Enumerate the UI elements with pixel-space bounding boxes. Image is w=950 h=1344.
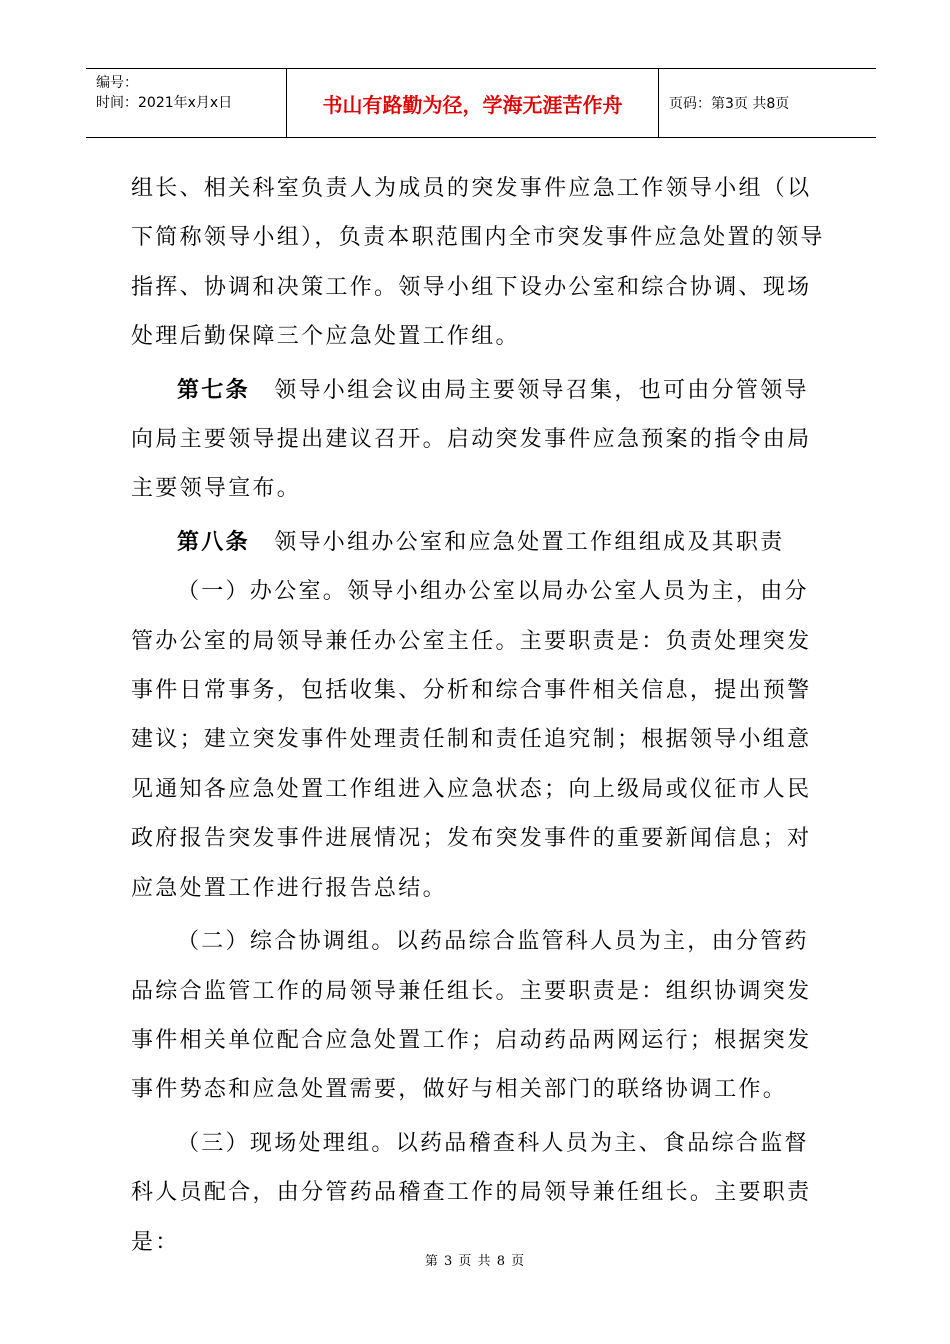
paragraph-article-8 [131,518,831,567]
article-8-text: 领导小组办公室和应急处置工作组组成及其职责 [249,529,785,555]
article-7-text: 领导小组会议由局主要领导召集，也可由分管领导向局主要领导提出建议召开。启动突发事件应急预案的指令由局主要领导宣布。 [131,377,812,502]
document-body [131,164,831,1267]
article-8-heading: 第八条 [177,529,250,555]
paragraph-1: 组长、相关科室负责人为成员的突发事件应急工作领导小组（以下简称领导小组），负责本职范围内全市突发事件应急处置的领导指挥、协调和决策工作。领导小组下设办公室和综合协调、现场处理后勤保障三个应急处置工作组。 [131,176,825,350]
paragraph-coordination-group: （二）综合协调组。以药品综合监管科人员为主，由分管药品综合监管工作的局领导兼任组长。主要职责是：组织协调突发事件相关单位配合应急处置工作；启动药品两网运行；根据突发事件势态和应急处置需要，做好与相关部门的联络协调工作。 [131,929,812,1103]
header-motto: 书山有路勤为径，学海无涯苦作舟 [287,69,659,137]
paragraph-office: （一）办公室。领导小组办公室以局办公室人员为主，由分管办公室的局领导兼任办公室主任。主要职责是：负责处理突发事件日常事务，包括收集、分析和综合事件相关信息，提出预警建议；建立突发事件处理责任制和责任追究制；根据领导小组意见通知各应急处置工作组进入应急状态；向上级局或仪征市人民政府报告突发事件进展情况；发布突发事件的重要新闻信息；对应急处置工作进行报告总结。 [131,579,812,901]
page-footer: 第 3 页 共 8 页 [424,1254,526,1269]
paragraph-article-7 [131,366,831,514]
header-number-label: 编号： [96,75,138,91]
page-header [86,68,876,138]
header-time-label: 时间：2021年x月x日 [96,95,233,111]
article-7-heading: 第七条 [177,377,250,403]
header-meta [86,69,287,137]
header-page-label: 页码：第3页 共8页 [669,96,790,112]
paragraph-onsite-group: （三）现场处理组。以药品稽查科人员为主、食品综合监督科人员配合，由分管药品稽查工作的局领导兼任组长。主要职责是： [131,1130,812,1255]
